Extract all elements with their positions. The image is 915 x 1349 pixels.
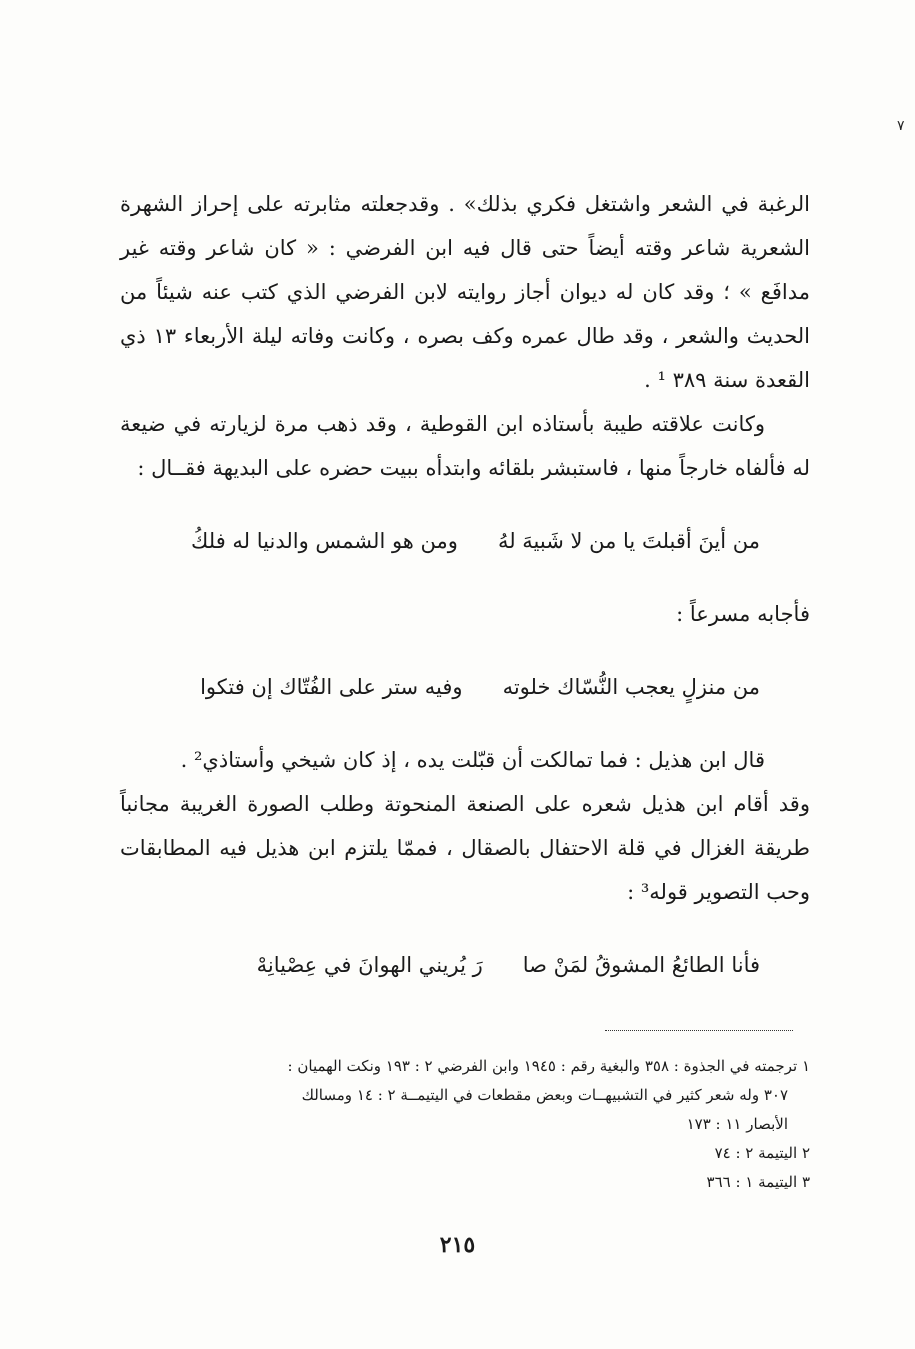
footnote-1-line-1: ١ ترجمته في الجذوة : ٣٥٨ والبغية رقم : ١٩٤٥ وابن الفرضي ٢ : ١٩٣ ونكت الهميان : (287, 1057, 810, 1075)
page-number: ٢١٥ (439, 1232, 476, 1258)
main-text (120, 182, 810, 1016)
verse-3-second-hemistich: رَ يُريني الهوانَ في عِصْيانِهْ (256, 953, 483, 977)
footnotes (120, 1052, 810, 1197)
paragraph-5: وقد أقام ابن هذيل شعره على الصنعة المنحوتة وطلب الصورة الغريبة مجانباً طريقة الغزال في قلة الاحتفال بالصقال ، فممّا يلتزم ابن هذيل فيه المطابقات وحب التصوير قوله³ : (120, 792, 810, 904)
verse-3 (120, 928, 810, 1002)
verse-1 (120, 504, 810, 578)
footnote-1-line-3: الأبصار ١١ : ١٧٣ (686, 1115, 788, 1133)
verse-2-second-hemistich: وفيه ستر على الفُتّاك إن فتكوا (200, 675, 463, 699)
paragraph-2: وكانت علاقته طيبة بأستاذه ابن القوطية ، وقد ذهب مرة لزيارته في ضيعة له فألفاه خارجاً منها ، فاستبشر بلقائه وابتدأه ببيت حضره على البديهة فقــال : (120, 412, 810, 480)
verse-2 (120, 650, 810, 724)
footnote-2: ٢ اليتيمة ٢ : ٧٤ (714, 1144, 810, 1162)
footnote-divider (605, 1030, 793, 1031)
paragraph-1: الرغبة في الشعر واشتغل فكري بذلك» . وقدجعلته مثابرته على إحراز الشهرة الشعرية شاعر وقته أيضاً حتى قال فيه ابن الفرضي : « كان شاعر وقته غير مدافَع » ؛ وقد كان له ديوان أجاز روايته لابن الفرضي الذي كتب عنه شيئاً من الحديث والشعر ، وقد طال عمره وكف بصره ، وكانت وفاته ليلة الأربعاء ١٣ ذي القعدة سنة ٣٨٩ ¹ . (120, 192, 810, 392)
verse-1-second-hemistich: ومن هو الشمس والدنيا له فلكُ (191, 529, 458, 553)
verse-3-first-hemistich: فأنا الطائعُ المشوقُ لمَنْ صا (522, 953, 760, 977)
verse-1-first-hemistich: من أينَ أقبلتَ يا من لا شَبيهَ لهُ (497, 529, 760, 553)
footnote-1-line-2: ٣٠٧ وله شعر كثير في التشبيهــات وبعض مقطعات في اليتيمــة ٢ : ١٤ ومسالك (301, 1086, 788, 1104)
margin-mark: ٧ (897, 118, 905, 134)
paragraph-4: قال ابن هذيل : فما تمالكت أن قبّلت يده ، إذ كان شيخي وأستاذي² . (180, 748, 765, 772)
verse-2-first-hemistich: من منزلٍ يعجب النُّسّاك خلوته (502, 675, 760, 699)
paragraph-3: فأجابه مسرعاً : (676, 602, 810, 626)
footnote-3: ٣ اليتيمة ١ : ٣٦٦ (706, 1173, 810, 1191)
